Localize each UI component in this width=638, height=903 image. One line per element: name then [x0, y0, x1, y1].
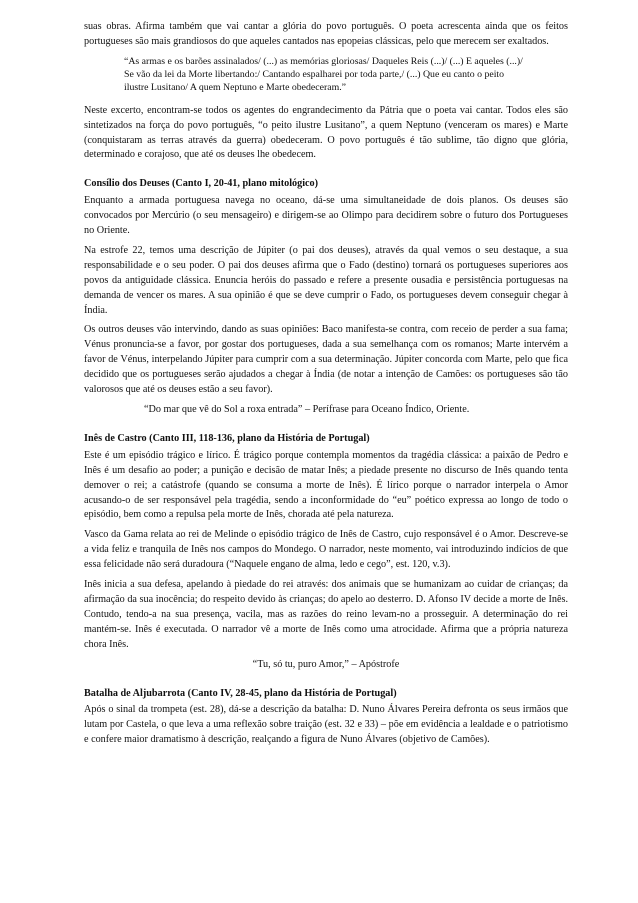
ines-paragraph-1: Este é um episódio trágico e lírico. É trágico porque contempla momentos da tragédia clássica: a paixão de Pedro e Inês é um desafio ao poder; a punição e decisão de matar Inês; a piedade presente no discurso de Inês quando tenta demover o rei; a catástrofe (quando se consuma a morte de Inês). É lírico porque o narrador interpela o Amor acusando-o de ser responsável pela tragédia, sendo a inconformidade do “eu” poético expressa ao longo de todo o episódio, bem como a repulsa pela morte de Inês, chorada até pela natureza. [84, 449, 568, 521]
ines-paragraph-2: Vasco da Gama relata ao rei de Melinde o episódio trágico de Inês de Castro, cujo responsável é o Amor. Descreve-se a vida feliz e tranquila de Inês nos campos do Mondego. O narrador, neste momento, vai introduzindo indícios de que essa felicidade não será duradoura (“Naquele engano de alma, ledo e cego”, est. 120, v.3). [84, 529, 568, 571]
intro-paragraph-2: Neste excerto, encontram-se todos os agentes do engrandecimento da Pátria que o poeta vai cantar. Todos eles são sintetizados na força do povo português, “o peito ilustre Lusitano”, a quem Neptuno (venceram os mares) e Marte (conquistaram as terras através da guerra) obedeceram. O povo português é tão sublime, tão digno que glória, determinado e corajoso, que até os deuses lhe obedecem. [84, 104, 568, 161]
ines-paragraph-3: Inês inicia a sua defesa, apelando à piedade do rei através: dos animais que se humanizam ao cuidar de crianças; da afirmação da sua inocência; do respeito devido às crianças; do apelo ao desterro. D. Afonso IV decide a morte de Inês. Contudo, tendo-a na sua presença, vacila, mas as razões do reino levam-no a prosseguir. A determinação do rei mantém-se. Inês é executada. O narrador vê a morte de Inês como uma atrocidade. Afirma que a própria natureza chora Inês. [84, 579, 568, 650]
document-page [84, 20, 568, 753]
consilio-paragraph-2: Na estrofe 22, temos uma descrição de Júpiter (o pai dos deuses), através da qual vemos o seu destaque, a sua responsabilidade e o seu poder. O pai dos deuses afirma que o Fado (destino) tornará os portugueses superiores aos povos da antiguidade clássica. Enuncia heróis do passado e refere a presente ousadia e persistência portuguesas na demanda de vencer os mares. A sua opinião é que se deve cumprir o Fado, os portugueses devem conseguir chegar à Índia. [84, 244, 568, 316]
consilio-quote: “Do mar que vê do Sol a roxa entrada” – Perífrase para Oceano Índico, Oriente. [144, 404, 470, 416]
section-heading-aljubarrota: Batalha de Aljubarrota (Canto IV, 28-45, plano da História de Portugal) [84, 687, 397, 699]
lusiadas-quote [124, 55, 568, 95]
aljubarrota-paragraph-1: Após o sinal da trompeta (est. 28), dá-se a descrição da batalha: D. Nuno Álvares Pereira defronta os seus irmãos que lutam por Castela, o que leva a uma reflexão sobre traição (est. 32 e 33) – põe em evidência a lealdade e o patriotismo e confere maior dramatismo à descrição, realçando a figura de Nuno Álvares (objetivo de Camões). [84, 704, 568, 746]
section-heading-ines: Inês de Castro (Canto III, 118-136, plano da História de Portugal) [84, 432, 370, 444]
quote-line-2: Se vão da lei da Morte libertando:/ Cantando espalharei por toda parte,/ (...) Que eu canto o peito [124, 69, 505, 81]
quote-line-1: “As armas e os barões assinalados/ (...) as memórias gloriosas/ Daqueles Reis (...)/ (...) E aqueles (...)/ [124, 55, 523, 67]
section-heading-consilio: Consílio dos Deuses (Canto I, 20-41, plano mitológico) [84, 178, 319, 190]
intro-paragraph-1: suas obras. Afirma também que vai cantar a glória do povo português. O poeta acrescenta ainda que os feitos portugueses são mais grandiosos do que aqueles cantados nas epopeias clássicas, pelo que merecem ser exaltados. [84, 21, 568, 47]
consilio-paragraph-3: Os outros deuses vão intervindo, dando as suas opiniões: Baco manifesta-se contra, com receio de perder a sua fama; Vénus pronuncia-se a favor, por gostar dos portugueses, dada a sua semelhança com os romanos; Marte intervém a favor de Vénus, interpelando Júpiter para cumprir com a sua determinação. Júpiter concorda com Marte, pelo que fica decidido que os portugueses serão ajudados a chegar à Índia (de notar a intenção de Camões: os portugueses são tão valorosos que até os deuses estão a seu favor). [84, 324, 568, 396]
consilio-paragraph-1: Enquanto a armada portuguesa navega no oceano, dá-se uma simultaneidade de dois planos. Os deuses são convocados por Mercúrio (o seu mensageiro) e dirigem-se ao Olimpo para decidirem sobre o futuro dos Portugueses no Oriente. [84, 195, 568, 237]
ines-quote: “Tu, só tu, puro Amor,” – Apóstrofe [252, 658, 400, 670]
quote-line-3: ilustre Lusitano/ A quem Neptuno e Marte obedeceram.” [124, 82, 346, 94]
